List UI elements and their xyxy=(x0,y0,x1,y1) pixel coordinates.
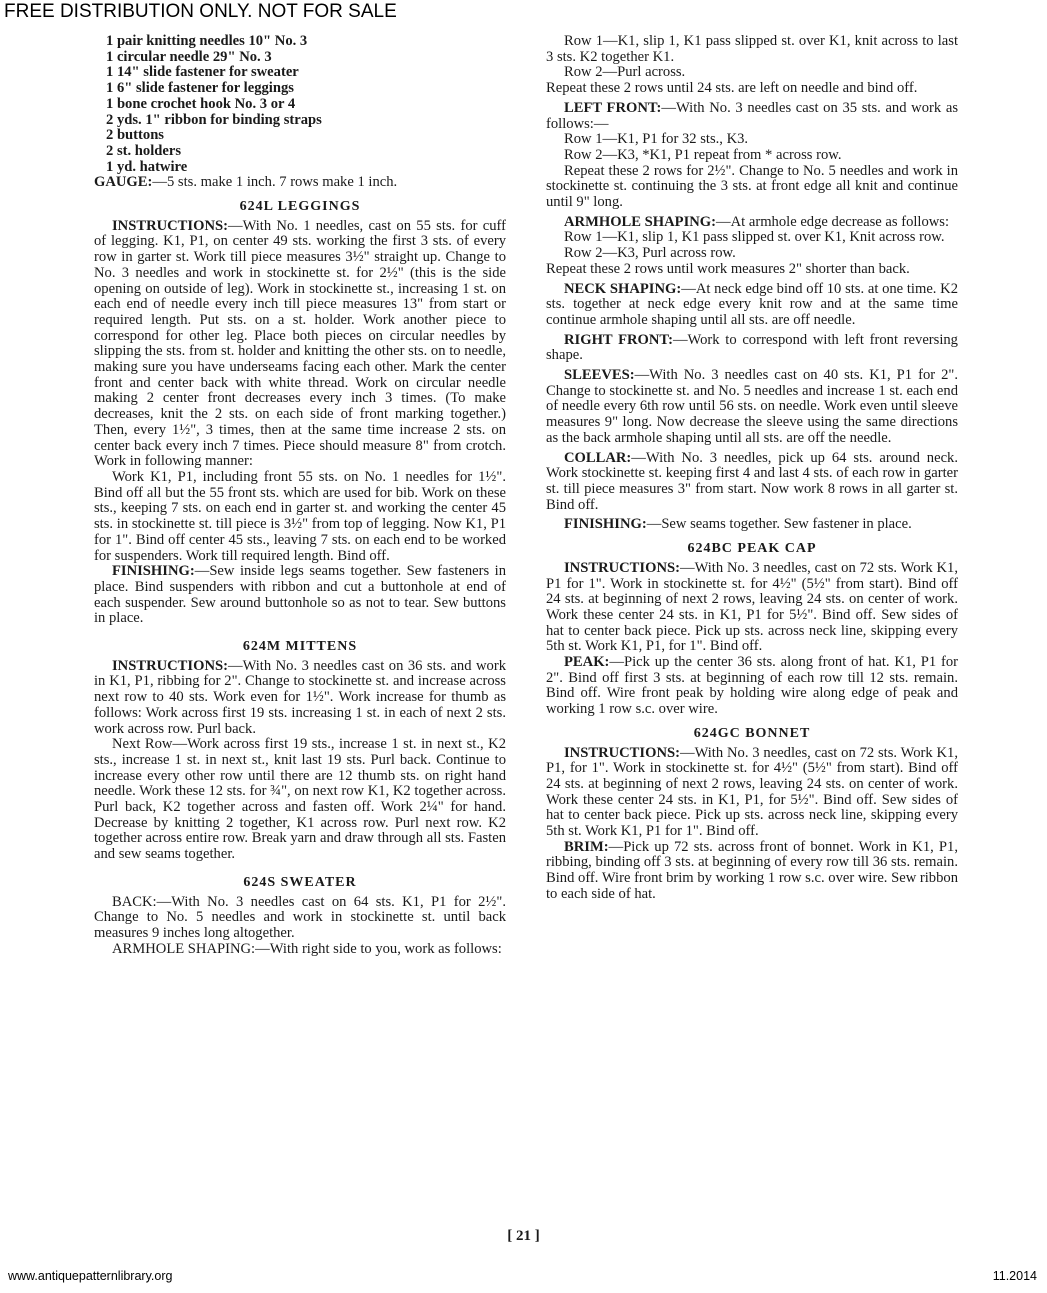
armhole-shaping xyxy=(546,215,958,231)
left-front xyxy=(546,101,958,132)
left-front-row-1: Row 1—K1, P1 for 32 sts., K3. xyxy=(564,131,749,148)
peak-cap-instructions xyxy=(546,561,958,655)
gauge-label: GAUGE: xyxy=(94,174,153,191)
bonnet-instr-label: INSTRUCTIONS: xyxy=(564,744,680,761)
left-front-label: LEFT FRONT: xyxy=(564,99,662,116)
material-item: 2 yds. 1" ribbon for binding straps xyxy=(106,111,322,128)
armhole-row-1: Row 1—K1, slip 1, K1 pass slipped st. over K1, Knit across row. xyxy=(564,229,945,246)
material-item: 2 st. holders xyxy=(106,142,181,159)
peak-cap-instr-label: INSTRUCTIONS: xyxy=(564,559,680,576)
sweater-back xyxy=(94,895,506,942)
material-item: 2 buttons xyxy=(106,127,164,144)
material-item: 1 14" slide fastener for sweater xyxy=(106,64,299,81)
armhole-row-2: Row 2—K3, Purl across row. xyxy=(564,245,736,262)
peak-label: PEAK: xyxy=(564,654,610,671)
right-front xyxy=(546,333,958,364)
sweater-armhole-text: —With right side to you, work as follows: xyxy=(255,940,502,957)
sweater-back-text: —With No. 3 needles cast on 64 sts. K1, P1 for 2½". Change to No. 5 needles and work in stockinette st. until back measures 9 inches long altogether. xyxy=(94,893,506,941)
armhole-label: ARMHOLE SHAPING: xyxy=(564,213,717,230)
peak xyxy=(546,655,958,718)
collar-label: COLLAR: xyxy=(564,449,632,466)
bonnet-instructions xyxy=(546,746,958,840)
sweater-fin-text: —Sew seams together. Sew fastener in place. xyxy=(646,516,912,533)
mittens-instr-text: —With No. 3 needles cast on 36 sts. and work in K1, P1, ribbing for 2". Change to stockinette st. and increase across next row to 40 sts. Work even for 1½". Work increase for thumb as follows: Work across first 19 sts. increasing 1 st. in each of next 2 sts. work across row. Purl back. xyxy=(94,657,506,737)
sweater-row-1: Row 1—K1, slip 1, K1 pass slipped st. over K1, knit across to last 3 sts. K2 together K1. xyxy=(546,33,958,65)
right-front-label: RIGHT FRONT: xyxy=(564,331,673,348)
peak-cap-heading: 624BC PEAK CAP xyxy=(687,541,817,557)
mittens-instructions xyxy=(94,659,506,738)
bonnet-heading: 624GC BONNET xyxy=(693,725,811,741)
materials-list xyxy=(94,34,506,175)
sleeves-label: SLEEVES: xyxy=(564,367,635,384)
collar xyxy=(546,451,958,514)
sweater-armhole-label: ARMHOLE SHAPING: xyxy=(112,940,256,957)
bonnet-instr-text: —With No. 3 needles, cast on 72 sts. Work K1, P1, for 1". Work in stockinette st. for 4½" (5½" from start). Bind off 24 sts. at beginning of next 2 rows, leaving 24 sts. on center of work. Work these center 24 sts. in K1, P1, for 5½". Bind off. Sew sides of hat to center back piece. Pick up sts. across neck line, skipping every 5th st. Work K1, P1 for 1". Bind off. xyxy=(546,744,958,840)
distribution-banner: FREE DISTRIBUTION ONLY. NOT FOR SALE xyxy=(4,1,397,22)
material-item: 1 circular needle 29" No. 3 xyxy=(106,48,272,65)
neck-text: —At neck edge bind off 10 sts. at one time. K2 sts. together at neck edge every knit row and at the same time continue armhole shaping until all sts. are off needle. xyxy=(546,280,958,328)
brim-text: —Pick up 72 sts. across front of bonnet. Work in K1, P1, ribbing, binding off 3 sts. at beginning of every row till 36 sts. remain. Bind off. Wire front brim by working 1 row s.c. over wire. Sew ribbon to each side of hat. xyxy=(546,838,958,902)
collar-text: —With No. 3 needles, pick up 64 sts. around neck. Work stockinette st. keeping first 4 and last 4 sts. of each row in garter st. till piece measures 3" from start. Now work 8 rows in all garter st. Bind off. xyxy=(546,449,958,513)
neck-shaping xyxy=(546,282,958,329)
sleeves xyxy=(546,368,958,447)
peak-cap-instr-text: —With No. 3 needles, cast on 72 sts. Work K1, P1 for 1". Work in stockinette st. for 4½" (5½" from start). Bind off 24 sts. at beginning of next 2 rows, leaving 24 sts. on center of work. Work these center 24 sts. in K1, P1 for 5½". Bind off. Sew sides of hat to center back piece. Pick up sts. across neck line, skipping every 5th st. Work K1, P1, for 1". Bind off. xyxy=(546,559,958,655)
material-item: 1 6" slide fastener for leggings xyxy=(106,80,294,97)
leggings-finishing xyxy=(94,564,506,627)
right-column xyxy=(546,34,958,903)
sweater-armhole xyxy=(94,942,506,958)
material-item: 1 yd. hatwire xyxy=(106,158,188,175)
right-front-text: —Work to correspond with left front reversing shape. xyxy=(546,331,958,364)
sleeves-text: —With No. 3 needles cast on 40 sts. K1, P1 for 2". Change to stockinette st. and No. 5 needles and increase 1 st. each end of needle every 6th row until 56 sts. on needle. Work even until sleeve measures 9" long. Now decrease the sleeve using the same directions as the back armhole shaping until all sts. are off the needle. xyxy=(546,367,958,446)
left-column xyxy=(94,34,506,957)
left-front-repeat: Repeat these 2 rows for 2½". Change to No. 5 needles and work in stockinette st. continuing the 3 sts. at front edge all knit and continue until 9" long. xyxy=(546,162,958,211)
brim-label: BRIM: xyxy=(564,838,609,855)
footer-date: 11.2014 xyxy=(992,1269,1037,1283)
neck-label: NECK SHAPING: xyxy=(564,280,682,297)
left-front-row-2: Row 2—K3, *K1, P1 repeat from * across row. xyxy=(564,146,842,163)
mittens-heading: 624M MITTENS xyxy=(242,639,358,655)
leggings-instr-label: INSTRUCTIONS: xyxy=(112,217,228,234)
leggings-fin-label: FINISHING: xyxy=(112,563,195,580)
brim xyxy=(546,840,958,903)
sweater-back-label: BACK: xyxy=(112,893,157,910)
armhole-text: —At armhole edge decrease as follows: xyxy=(716,213,950,230)
footer-website-link[interactable]: www.antiquepatternlibrary.org xyxy=(8,1269,173,1283)
leggings-instructions xyxy=(94,219,506,470)
material-item: 1 bone crochet hook No. 3 or 4 xyxy=(106,95,296,112)
sweater-fin-label: FINISHING: xyxy=(564,516,647,533)
sweater-row-2: Row 2—Purl across. xyxy=(564,64,686,81)
left-front-text: —With No. 3 needles cast on 35 sts. and work as follows:— xyxy=(546,99,959,132)
material-item: 1 pair knitting needles 10" No. 3 xyxy=(106,33,308,49)
sweater-repeat: Repeat these 2 rows until 24 sts. are left on needle and bind off. xyxy=(546,80,918,97)
leggings-heading: 624L LEGGINGS xyxy=(239,199,361,215)
mittens-instr-label: INSTRUCTIONS: xyxy=(112,657,228,674)
gauge-paragraph xyxy=(94,175,506,191)
peak-text: —Pick up the center 36 sts. along front of hat. K1, P1 for 2". Bind off first 3 sts. at beginning of each row till 12 sts. remain. Bind off. Wire front peak by holding wire along edge of peak and working 1 row s.c. over wire. xyxy=(546,654,958,718)
gauge-text: —5 sts. make 1 inch. 7 rows make 1 inch. xyxy=(152,174,398,191)
leggings-instr-text: —With No. 1 needles, cast on 55 sts. for cuff of legging. K1, P1, on center 49 sts. working the first 3 sts. of every row in garter st. Work till piece measures 3½" straight up. Change to No. 3 needles and work in stockinette st. for 2½" (this is the side opening on outside of leg). Work in stockinette st., increasing 1 st. on each end of needle every inch till piece measures 13" from start or required length. Put sts. on a st. holder. Work another piece to correspond for other leg. Place both pieces on circular needles by slipping the sts. from st. holder and knitting the other sts. on to needle, making sure you have underseams facing each other. Mark the center front and center back with white thread. Work on circular needle making 2 center front decreases every inch 3 times. (To make decreases, knit the 2 sts. on each side of front marking together.) Then, every 1½", 3 times, then at the same time increase 2 sts. on center back every inch 7 times. Piece should measure 8" from crotch. Work in following manner: xyxy=(94,217,506,470)
sweater-finishing xyxy=(546,517,958,533)
leggings-fin-text: —Sew inside legs seams together. Sew fasteners in place. Bind suspenders with ribbon and cut a buttonhole at end of each suspender. Sew around buttonhole so as not to tear. Sew buttons in place. xyxy=(94,563,506,627)
leggings-work: Work K1, P1, including front 55 sts. on No. 1 needles for 1½". Bind off all but the 55 front sts. which are used for bib. Work on these sts., keeping 7 sts. on each end in garter st. and working the center 45 sts. in stockinette st. till piece is 3½" from top of legging. Now K1, P1 for 1". Bind off center 45 sts., leaving 7 sts. on each end to be worked for suspenders. Work till required length. Bind off. xyxy=(94,468,506,564)
mittens-next-row: Next Row—Work across first 19 sts., increase 1 st. in next st., K2 sts., increase 1 st. in next st., knit last 19 sts. Purl back. Continue to increase every other row until there are 12 thumb sts. on right hand needle. Work these 12 sts. for ¾", on next row K1, K2 together across. Purl back, K2 together across and fasten off. Work 2¼" for hand. Decrease by knitting 2 together, K1 across row. Purl next row. K2 together across entire row. Break yarn and draw through all sts. Fasten and sew seams together. xyxy=(94,736,506,863)
page-number: [ 21 ] xyxy=(507,1228,540,1244)
sweater-heading: 624S SWEATER xyxy=(243,874,357,890)
armhole-repeat: Repeat these 2 rows until work measures 2" shorter than back. xyxy=(546,260,910,277)
